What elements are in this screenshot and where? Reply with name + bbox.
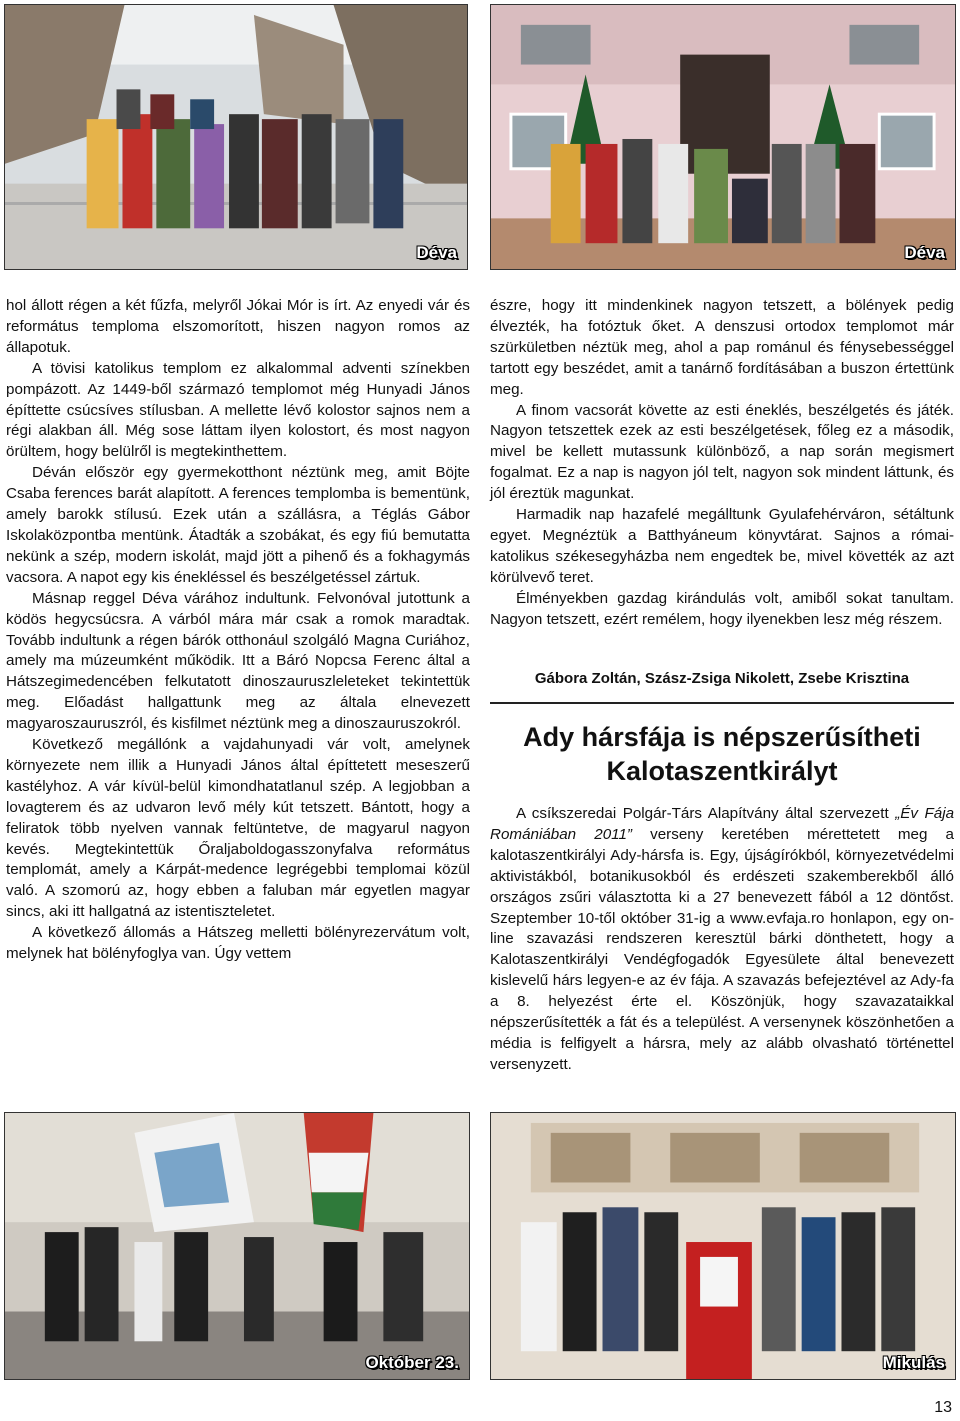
paragraph: A következő állomás a Hátszeg melletti bölényrezervátum volt, melynek hat bölényfoglya van. Úgy vettem (6, 924, 470, 963)
paragraph: A tövisi katolikus templom ez alkalommal adventi színekben pompázott. Az 1449-ből származó templomot még Hunyadi János építtette csúcsíves stílusban. A mellette lévő kolostor sajnos nem a régi alakban áll. Még sose láttam ilyen kolostort, és most nagyon örültem, hogy belülről is megtekinthettem. (6, 359, 470, 461)
photo-caption: Déva (416, 243, 457, 262)
paragraph: hol állott régen a két fűzfa, melyről Jókai Mór is írt. Az enyedi vár és református temploma elszomorított, hiszen nagyon romos az állapotuk. (6, 297, 470, 356)
photo-caption: Október 23. (365, 1353, 459, 1372)
divider (490, 702, 954, 704)
article-headline: Ady hársfája is népszerűsítheti Kalotaszentkirályt (523, 722, 921, 786)
paragraph: A finom vacsorát követte az esti éneklés, beszélgetés és játék. Nagyon tetszettek ezek az esti beszélgetések, főleg ez a második, mivel be kellett mutassunk különböző, a nap során megismert fogalmat. Ez a nap is nagyon jól telt, nagyon sok mindent láttunk, és jól éreztük magunkat. (490, 401, 954, 503)
photo-october-23 (4, 1112, 470, 1380)
article2-body (490, 804, 954, 1076)
photo-caption: Mikulás (882, 1353, 945, 1372)
photo-caption: Déva (904, 243, 945, 262)
photo-deva-fortress (4, 4, 468, 270)
photo-october-23-image (5, 1113, 469, 1379)
intro-text: A csíkszeredai Polgár-Társ Alapítvány által szervezett (516, 805, 896, 822)
paragraph: észre, hogy itt mindenkinek nagyon tetszett, a bölények pedig élvezték, ha fotóztuk őket. A denszusi ortodox templomot már szürkületben néztük meg, ahol a pap románul és fénysebességgel tartott egy beszédet, amit a tanárnő fordításában a buszon értettünk meg. (490, 297, 954, 398)
photo-mikulas-image (491, 1113, 955, 1379)
paragraph: Harmadik nap hazafelé megálltunk Gyulafehérváron, sétáltunk egyet. Megnéztük a Batthyáneum könyvtárat. Sajnos a római-katolikus székesegyházba nem engedtek be, mivel követték az azt körülvevő teret. (490, 506, 954, 586)
paragraph: Déván először egy gyermekotthont néztünk meg, amit Böjte Csaba ferences barát alapított. A ferences templomba is bementünk, amely barokk stílusú. Ezek után a szállásra, a Téglás Gábor Iskolaközpontba mentünk. Átadták a szobákat, és egy fiú bemutatta nekünk a szép, modern iskolát, majd jött a pihenő és a fokhagymás vacsora. A napot egy kis énekléssel és beszélgetéssel zártuk. (6, 464, 470, 586)
competition-name: „Év Fája Romániában 2011” (490, 805, 955, 843)
body-text: verseny keretében mérettetett meg a kalotaszentkirályi Ady-hársfa is. Egy, újságírókból, környezetvédelmi aktivistákból, botanikusokból és erdészeti szakemberekből álló országos zsűri választotta ki a 27 benevezett fából a 12 döntőst. Szeptember 10-től október 31-ig a www.evfaja.ro honlapon, egy on-line szavazási rendszeren keresztül bárki dönthetett, hogy a Kalotaszentkirályi Vendégfogadók Egyesülete által benevezett kislevelű hárs legyen-e az év fája. A szavazás befejeztével az Ady-fa a 8. helyezést érte el. Köszönjük, hogy szavazataikkal népszerűsítették a fát és a települést. A versenynek köszönhetően a média is felfigyelt a hársra, mely az alább olvasható történettel versenyzett. (490, 825, 954, 1073)
photo-deva-building-image (491, 5, 955, 269)
photo-deva-fortress-image (5, 5, 467, 269)
photo-mikulas (490, 1112, 956, 1380)
paragraph: Következő megállónk a vajdahunyadi vár volt, amelynek környezete nem illik a Hunyadi János által építtetett meseszerű kastélyhoz. A vár kívül-belül kimondhatatlanul szép. A legjobban a lovagterem és az udvaron levő mély kút tetszett. Bántott, hogy a feliratok több nyelven vannak feltüntetve, de magyarul nagyon kevés. Megtekintettük Őraljaboldogasszonyfalva református templomát, amely a Kárpát-medence legrégebbi templomai közül való. A szomorú az, hogy ebben a faluban már egyetlen magyar sincs, aki itt hallgatná az istentiszteletet. (6, 736, 470, 921)
left-column-text (6, 296, 470, 965)
page-number: 13 (934, 1399, 952, 1416)
paragraph: Élményekben gazdag kirándulás volt, amiből sokat tanultam. Nagyon tetszett, ezért remélem, hogy ilyenekben lesz még részem. (490, 589, 954, 628)
article-authors: Gábora Zoltán, Szász-Zsiga Nikolett, Zsebe Krisztina (534, 670, 910, 687)
paragraph (490, 804, 954, 1076)
right-column-text (490, 296, 954, 631)
photo-deva-building (490, 4, 956, 270)
paragraph: Másnap reggel Déva várához indultunk. Felvonóval jutottunk a ködös hegycsúcsra. A várból mára már csak a romok maradtak. Tovább indultunk a régen bárók otthonául szolgáló Magna Curiához, amely ma múzeumként működik. Itt a Báró Nopcsa Ferenc által a Hátszegimedencében felkutatott dinoszauruszleleteket tekintettük meg. Előadást hallgattunk meg az általa elnevezett magyaroszauruszról, és kisfilmet néztünk meg a dinoszauruszokról. (6, 589, 470, 733)
